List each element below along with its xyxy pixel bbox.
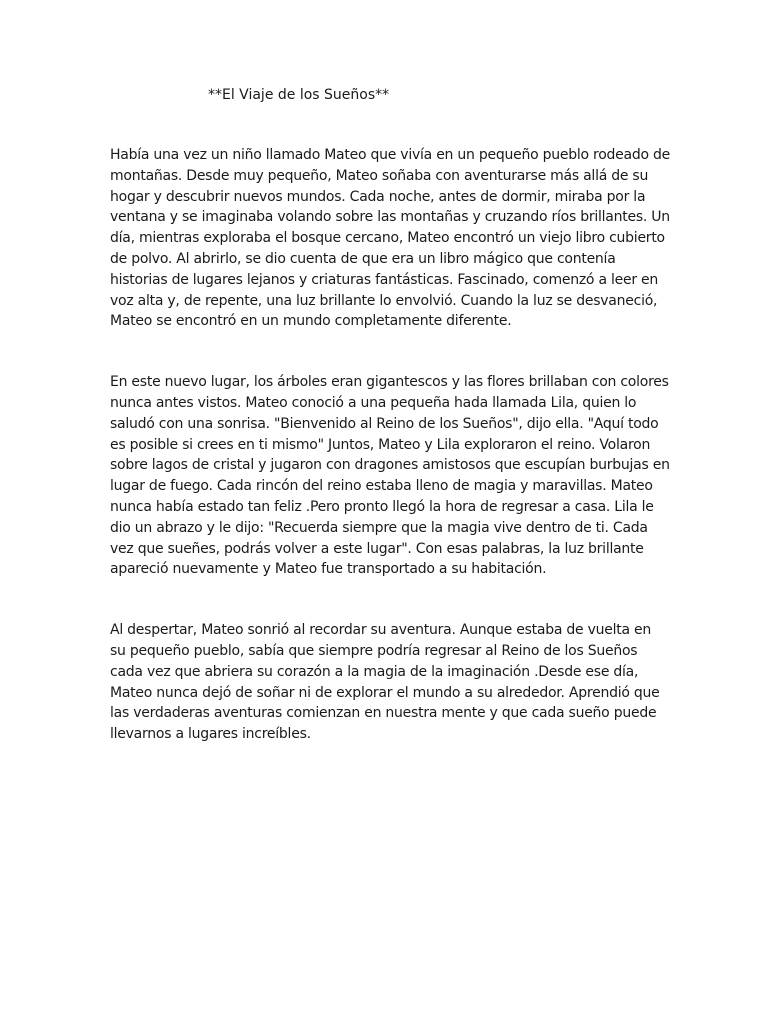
document-body — [110, 145, 670, 745]
paragraph-3: Al despertar, Mateo sonrió al recordar su aventura. Aunque estaba de vuelta en su pequeño pueblo, sabía que siempre podría regresar al Reino de los Sueños cada vez que abriera su corazón a la magia de la imaginación .Desde ese día, Mateo nunca dejó de soñar ni de explorar el mundo a su alrededor. Aprendió que las verdaderas aventuras comienzan en nuestra mente y que cada sueño puede llevarnos a lugares increíbles. — [110, 622, 660, 743]
paragraph-1: Había una vez un niño llamado Mateo que vivía en un pequeño pueblo rodeado de montañas. Desde muy pequeño, Mateo soñaba con aventurarse más allá de su hogar y descubrir nuevos mundos. Cada noche, antes de dormir, miraba por la ventana y se imaginaba volando sobre las montañas y cruzando ríos brillantes. Un día, mientras exploraba el bosque cercano, Mateo encontró un viejo libro cubierto de polvo. Al abrirlo, se dio cuenta de que era un libro mágico que contenía historias de lugares lejanos y criaturas fantásticas. Fascinado, comenzó a leer en voz alta y, de repente, una luz brillante lo envolvió. Cuando la luz se desvaneció, Mateo se encontró en un mundo completamente diferente. — [110, 147, 670, 330]
paragraph-2: En este nuevo lugar, los árboles eran gigantescos y las flores brillaban con colores nunca antes vistos. Mateo conoció a una pequeña hada llamada Lila, quien lo saludó con una sonrisa. "Bienvenido al Reino de los Sueños", dijo ella. "Aquí todo es posible si crees en ti mismo" Juntos, Mateo y Lila exploraron el reino. Volaron sobre lagos de cristal y jugaron con dragones amistosos que escupían burbujas en lugar de fuego. Cada rincón del reino estaba lleno de magia y maravillas. Mateo nunca había estado tan feliz .Pero pronto llegó la hora de regresar a casa. Lila le dio un abrazo y le dijo: "Recuerda siempre que la magia vive dentro de ti. Cada vez que sueñes, podrás volver a este lugar". Con esas palabras, la luz brillante apareció nuevamente y Mateo fue transportado a su habitación. — [110, 374, 670, 578]
document-title: **El Viaje de los Sueños** — [208, 87, 390, 103]
